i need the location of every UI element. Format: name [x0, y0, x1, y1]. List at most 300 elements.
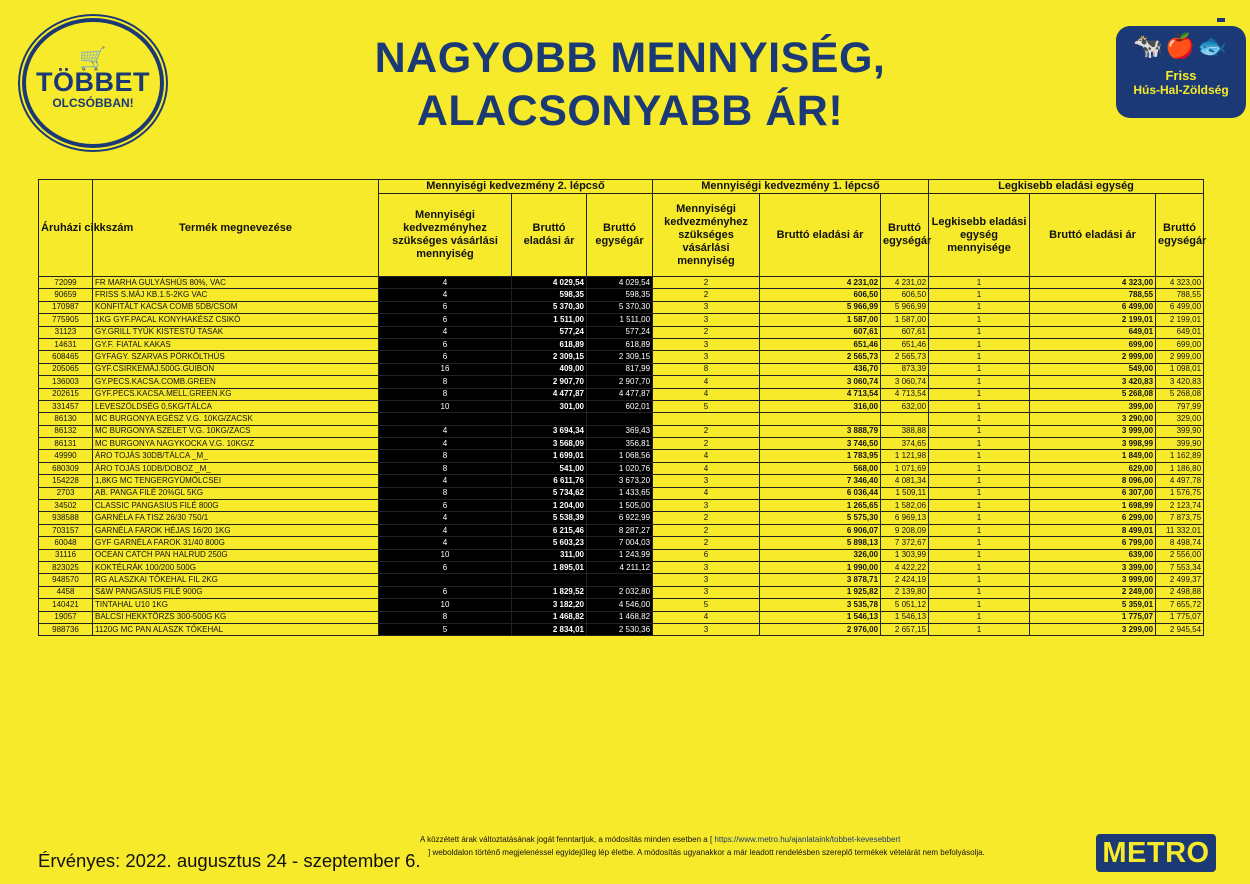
- table-cell: 4 231,02: [760, 277, 881, 289]
- table-cell: 205065: [39, 363, 93, 375]
- table-row: [39, 413, 1204, 425]
- table-cell: 19057: [39, 611, 93, 623]
- table-cell: BALCSI HEKKTÖRZS 300-500G KG: [93, 611, 379, 623]
- table-cell: 1: [929, 487, 1030, 499]
- table-cell: 2 976,00: [760, 623, 881, 635]
- table-cell: 90659: [39, 289, 93, 301]
- table-cell: 72099: [39, 277, 93, 289]
- table-cell: 2 123,74: [1156, 500, 1204, 512]
- table-cell: 607,61: [760, 326, 881, 338]
- table-cell: 2 907,70: [587, 376, 653, 388]
- table-cell: 5 966,99: [760, 301, 881, 313]
- table-cell: 2: [653, 326, 760, 338]
- table-cell: 2 139,80: [881, 586, 929, 598]
- table-cell: 5 603,23: [512, 537, 587, 549]
- table-cell: MC BURGONYA NAGYKOCKA V.G. 10KG/Z: [93, 438, 379, 450]
- corner-mark: [1217, 18, 1225, 22]
- table-cell: 1: [929, 561, 1030, 573]
- table-cell: 797,99: [1156, 400, 1204, 412]
- table-cell: 11 332,01: [1156, 524, 1204, 536]
- table-cell: 606,50: [881, 289, 929, 301]
- table-cell: [512, 574, 587, 586]
- table-cell: 938588: [39, 512, 93, 524]
- table-cell: 2 498,88: [1156, 586, 1204, 598]
- col-header-price0: Bruttó eladási ár: [1030, 194, 1156, 277]
- table-cell: 541,00: [512, 462, 587, 474]
- table-cell: 1: [929, 314, 1030, 326]
- table-cell: 49990: [39, 450, 93, 462]
- table-cell: 4: [379, 524, 512, 536]
- table-cell: 409,00: [512, 363, 587, 375]
- table-row: [39, 438, 1204, 450]
- table-cell: 1 468,82: [587, 611, 653, 623]
- table-cell: 5 575,30: [760, 512, 881, 524]
- table-cell: 1: [929, 376, 1030, 388]
- table-cell: 1120G MC PAN ALASZK TŐKEHAL: [93, 623, 379, 635]
- table-row: [39, 574, 1204, 586]
- table-cell: 5 370,30: [587, 301, 653, 313]
- table-cell: 1 020,76: [587, 462, 653, 474]
- table-row: [39, 363, 1204, 375]
- table-cell: 4: [379, 277, 512, 289]
- table-cell: 86131: [39, 438, 93, 450]
- table-cell: GYFAGY. SZARVAS PÖRKÖLTHÚS: [93, 351, 379, 363]
- table-cell: 7 873,75: [1156, 512, 1204, 524]
- table-row: [39, 351, 1204, 363]
- table-cell: 5 051,12: [881, 599, 929, 611]
- table-cell: 4: [653, 376, 760, 388]
- table-cell: 5: [653, 400, 760, 412]
- table-row: [39, 561, 1204, 573]
- table-cell: 8 096,00: [1030, 475, 1156, 487]
- table-cell: 2 999,00: [1156, 351, 1204, 363]
- table-cell: 5 359,01: [1030, 599, 1156, 611]
- table-cell: 31116: [39, 549, 93, 561]
- group-header-step2: Mennyiségi kedvezmény 2. lépcső: [379, 180, 653, 194]
- metro-logo-text: METRO: [1102, 836, 1210, 869]
- table-cell: 4 211,12: [587, 561, 653, 573]
- table-cell: 10: [379, 400, 512, 412]
- table-cell: 1 433,65: [587, 487, 653, 499]
- table-cell: 6: [379, 314, 512, 326]
- table-cell: 2: [653, 425, 760, 437]
- table-cell: 2 199,01: [1030, 314, 1156, 326]
- table-cell: 1,8KG MC TENGERGYÜMÖLCSEI: [93, 475, 379, 487]
- table-cell: 1 829,52: [512, 586, 587, 598]
- badge-line2: OLCSÓBBAN!: [52, 96, 134, 110]
- table-cell: 3 746,50: [760, 438, 881, 450]
- table-cell: 948570: [39, 574, 93, 586]
- table-cell: 1: [929, 438, 1030, 450]
- table-cell: 4458: [39, 586, 93, 598]
- table-cell: 301,00: [512, 400, 587, 412]
- offer-table: [38, 179, 1207, 636]
- table-cell: 4: [379, 537, 512, 549]
- table-cell: [881, 413, 929, 425]
- table-cell: 4 029,54: [512, 277, 587, 289]
- table-cell: 356,81: [587, 438, 653, 450]
- table-cell: 598,35: [512, 289, 587, 301]
- col-header-price1: Bruttó eladási ár: [760, 194, 881, 277]
- table-cell: 4 477,87: [587, 388, 653, 400]
- table-cell: 3: [653, 351, 760, 363]
- table-cell: 639,00: [1030, 549, 1156, 561]
- table-cell: FRISS S.MÁJ KB.1.5-2KG VAC: [93, 289, 379, 301]
- col-header-unit0: Bruttó egységár: [1156, 194, 1204, 277]
- table-row: [39, 314, 1204, 326]
- table-cell: 1 121,98: [881, 450, 929, 462]
- table-row: [39, 326, 1204, 338]
- table-cell: 3 060,74: [760, 376, 881, 388]
- table-row: [39, 301, 1204, 313]
- headline-line1: NAGYOBB MENNYISÉG,: [374, 34, 886, 82]
- table-cell: 2 530,36: [587, 623, 653, 635]
- table-cell: 988736: [39, 623, 93, 635]
- table-cell: 3 290,00: [1030, 413, 1156, 425]
- table-cell: ÁRO TOJÁS 30DB/TÁLCA _M_: [93, 450, 379, 462]
- table-cell: 608465: [39, 351, 93, 363]
- table-cell: 3 998,99: [1030, 438, 1156, 450]
- table-cell: 6: [379, 301, 512, 313]
- table-cell: 2 032,80: [587, 586, 653, 598]
- table-cell: 436,70: [760, 363, 881, 375]
- table-cell: GY.PECS.KACSA.COMB.GREEN: [93, 376, 379, 388]
- table-row: [39, 388, 1204, 400]
- table-cell: 651,46: [881, 338, 929, 350]
- table-row: [39, 289, 1204, 301]
- table-cell: 1 699,01: [512, 450, 587, 462]
- table-cell: 1: [929, 400, 1030, 412]
- table-cell: 2 565,73: [760, 351, 881, 363]
- table-cell: 2 945,54: [1156, 623, 1204, 635]
- footer-note-line2: ] weboldalon történő megjelenéssel egyidejűleg lép életbe. A módosítás ugyanakkor a már leadott rendelésben szereplő termékek vételárát nem befolyásolja.: [428, 848, 985, 857]
- table-cell: GYF.CSIRKEMÁJ.500G.GUIBON: [93, 363, 379, 375]
- table-cell: OCEAN CATCH PAN HALRUD 250G: [93, 549, 379, 561]
- table-cell: 1: [929, 351, 1030, 363]
- table-cell: 202615: [39, 388, 93, 400]
- table-cell: 2: [653, 438, 760, 450]
- table-cell: 3: [653, 475, 760, 487]
- table-cell: 1: [929, 462, 1030, 474]
- table-cell: CLASSIC PANGASIUS FILÉ 800G: [93, 500, 379, 512]
- table-cell: 1 098,01: [1156, 363, 1204, 375]
- table-cell: 598,35: [587, 289, 653, 301]
- table-cell: 4: [379, 289, 512, 301]
- table-row: [39, 277, 1204, 289]
- table-cell: 369,43: [587, 425, 653, 437]
- table-cell: 632,00: [881, 400, 929, 412]
- table-cell: 7 372,67: [881, 537, 929, 549]
- table-cell: GARNÉLA FA TISZ 26/30 750/1: [93, 512, 379, 524]
- table-cell: 5: [653, 599, 760, 611]
- table-cell: 3: [653, 586, 760, 598]
- table-cell: 703157: [39, 524, 93, 536]
- table-cell: 649,01: [1030, 326, 1156, 338]
- table-row: [39, 462, 1204, 474]
- table-cell: 606,50: [760, 289, 881, 301]
- table-cell: 1: [929, 574, 1030, 586]
- friss-line2: Hús-Hal-Zöldség: [1133, 83, 1229, 97]
- table-cell: GYF.PECS.KACSA.MELL.GREEN.KG: [93, 388, 379, 400]
- table-cell: 140421: [39, 599, 93, 611]
- table-cell: 8: [379, 611, 512, 623]
- table-cell: 1 068,56: [587, 450, 653, 462]
- table-cell: 5 966,99: [881, 301, 929, 313]
- table-cell: 1 925,82: [760, 586, 881, 598]
- table-cell: 4: [653, 611, 760, 623]
- table-cell: 4 323,00: [1030, 277, 1156, 289]
- table-cell: 8 287,27: [587, 524, 653, 536]
- table-cell: 6: [379, 338, 512, 350]
- table-cell: 3: [653, 623, 760, 635]
- col-header-unit1: Bruttó egységár: [881, 194, 929, 277]
- table-cell: 2 424,19: [881, 574, 929, 586]
- table-cell: GY.GRILL TYÚK KISTESTŰ TASAK: [93, 326, 379, 338]
- table-cell: 4 477,87: [512, 388, 587, 400]
- table-cell: 3 568,09: [512, 438, 587, 450]
- table-cell: 5 370,30: [512, 301, 587, 313]
- table-cell: 5 268,08: [1156, 388, 1204, 400]
- table-cell: 6 799,00: [1030, 537, 1156, 549]
- table-cell: 1: [929, 301, 1030, 313]
- table-cell: 1 576,75: [1156, 487, 1204, 499]
- table-cell: 1 775,07: [1030, 611, 1156, 623]
- table-cell: GYF GARNÉLA FAROK 31/40 800G: [93, 537, 379, 549]
- table-cell: 1: [929, 363, 1030, 375]
- footer-url-link[interactable]: https://www.metro.hu/ajanlataink/tobbet-kevesebbert: [714, 835, 901, 844]
- table-cell: 3: [653, 574, 760, 586]
- table-cell: 1 546,13: [881, 611, 929, 623]
- headline: [300, 32, 960, 138]
- table-row: [39, 487, 1204, 499]
- group-header-min-unit: Legkisebb eladási egység: [929, 180, 1204, 194]
- table-cell: 3 420,83: [1156, 376, 1204, 388]
- table-cell: 1: [929, 524, 1030, 536]
- table-cell: 6: [653, 549, 760, 561]
- table-cell: 699,00: [1156, 338, 1204, 350]
- table-cell: [653, 413, 760, 425]
- table-cell: 1KG GYF.PACAL KONYHAKÉSZ CSIKÓ: [93, 314, 379, 326]
- table-cell: 6 611,76: [512, 475, 587, 487]
- table-body: [39, 277, 1204, 636]
- table-cell: 311,00: [512, 549, 587, 561]
- table-cell: 618,89: [587, 338, 653, 350]
- table-cell: 6 215,46: [512, 524, 587, 536]
- table-cell: 1 162,89: [1156, 450, 1204, 462]
- table-cell: 6: [379, 500, 512, 512]
- table-cell: 2: [653, 277, 760, 289]
- table-cell: 1: [929, 611, 1030, 623]
- table-cell: 4: [653, 388, 760, 400]
- table-cell: [512, 413, 587, 425]
- table-cell: 2: [653, 289, 760, 301]
- footer-note: [420, 833, 1070, 859]
- table-row: [39, 425, 1204, 437]
- table-cell: 2 499,37: [1156, 574, 1204, 586]
- table-cell: 4 029,54: [587, 277, 653, 289]
- table-cell: 86132: [39, 425, 93, 437]
- table-cell: 4: [379, 512, 512, 524]
- table-cell: 5 538,39: [512, 512, 587, 524]
- table-cell: 629,00: [1030, 462, 1156, 474]
- table-cell: 6 499,00: [1156, 301, 1204, 313]
- table-cell: [379, 574, 512, 586]
- table-cell: 14631: [39, 338, 93, 350]
- table-cell: 788,55: [1030, 289, 1156, 301]
- meat-fruit-fish-icon: 🐄🍎🐟: [1133, 33, 1229, 60]
- table-row: [39, 512, 1204, 524]
- table-cell: [760, 413, 881, 425]
- table-cell: 3 299,00: [1030, 623, 1156, 635]
- table-cell: 3 888,79: [760, 425, 881, 437]
- table-cell: 3: [653, 561, 760, 573]
- table-cell: 1 895,01: [512, 561, 587, 573]
- table-cell: [379, 413, 512, 425]
- table-cell: 3 182,20: [512, 599, 587, 611]
- table-cell: 6: [379, 561, 512, 573]
- table-cell: 1: [929, 289, 1030, 301]
- table-cell: 2: [653, 524, 760, 536]
- table-cell: 1: [929, 586, 1030, 598]
- table-row: [39, 338, 1204, 350]
- table-cell: 2 834,01: [512, 623, 587, 635]
- metro-logo: [1096, 834, 1216, 872]
- table-cell: [587, 413, 653, 425]
- table-cell: 1 849,00: [1030, 450, 1156, 462]
- table-cell: [587, 574, 653, 586]
- table-cell: 34502: [39, 500, 93, 512]
- table-cell: 5: [379, 623, 512, 635]
- table-cell: 10: [379, 599, 512, 611]
- headline-line2: ALACSONYABB ÁR!: [416, 87, 844, 135]
- table-cell: 6 922,99: [587, 512, 653, 524]
- table-cell: 680309: [39, 462, 93, 474]
- table-cell: 788,55: [1156, 289, 1204, 301]
- table-cell: 3: [653, 338, 760, 350]
- table-cell: 1 071,69: [881, 462, 929, 474]
- table-cell: 823025: [39, 561, 93, 573]
- table-cell: 399,00: [1030, 400, 1156, 412]
- table-cell: 374,65: [881, 438, 929, 450]
- table-cell: 8: [379, 487, 512, 499]
- table-cell: 1 546,13: [760, 611, 881, 623]
- table-cell: 399,90: [1156, 425, 1204, 437]
- table-cell: 699,00: [1030, 338, 1156, 350]
- validity-text: Érvényes: 2022. augusztus 24 - szeptember 6.: [38, 850, 421, 871]
- table-cell: FR MARHA GULYÁSHÚS 80%, VAC: [93, 277, 379, 289]
- table-cell: 8: [379, 462, 512, 474]
- table-cell: 1: [929, 450, 1030, 462]
- table-cell: 7 655,72: [1156, 599, 1204, 611]
- table-cell: 6 299,00: [1030, 512, 1156, 524]
- table-cell: 329,00: [1156, 413, 1204, 425]
- table-cell: 4 422,22: [881, 561, 929, 573]
- table-cell: 4 323,00: [1156, 277, 1204, 289]
- table-cell: 2 565,73: [881, 351, 929, 363]
- table-cell: 651,46: [760, 338, 881, 350]
- table-cell: 775905: [39, 314, 93, 326]
- table-cell: 873,39: [881, 363, 929, 375]
- table-row: [39, 475, 1204, 487]
- table-cell: 649,01: [1156, 326, 1204, 338]
- table-cell: 7 004,03: [587, 537, 653, 549]
- table-cell: 4: [653, 487, 760, 499]
- table-cell: 4 546,00: [587, 599, 653, 611]
- table-cell: 2703: [39, 487, 93, 499]
- table-cell: 2 657,15: [881, 623, 929, 635]
- table-cell: MC BURGONYA EGÉSZ V.G. 10KG/ZACSK: [93, 413, 379, 425]
- table-cell: 3: [653, 500, 760, 512]
- table-cell: 1 509,11: [881, 487, 929, 499]
- table-cell: 1 243,99: [587, 549, 653, 561]
- table-cell: 2 199,01: [1156, 314, 1204, 326]
- table-cell: 1: [929, 500, 1030, 512]
- table-cell: 1 511,00: [512, 314, 587, 326]
- table-cell: 86130: [39, 413, 93, 425]
- table-cell: 4: [379, 475, 512, 487]
- table-cell: 3 999,00: [1030, 574, 1156, 586]
- table-cell: 316,00: [760, 400, 881, 412]
- table-cell: 1 990,00: [760, 561, 881, 573]
- table-cell: 326,00: [760, 549, 881, 561]
- table-cell: 7 553,34: [1156, 561, 1204, 573]
- table-cell: 8 499,01: [1030, 524, 1156, 536]
- table-cell: 2: [653, 512, 760, 524]
- table-cell: 4: [379, 438, 512, 450]
- table-cell: 602,01: [587, 400, 653, 412]
- table-cell: GY.F. FIATAL KAKAS: [93, 338, 379, 350]
- table-cell: 2: [653, 537, 760, 549]
- table-cell: 1: [929, 599, 1030, 611]
- table-cell: 4 713,54: [760, 388, 881, 400]
- table-cell: 1 587,00: [881, 314, 929, 326]
- table-cell: 331457: [39, 400, 93, 412]
- table-cell: 607,61: [881, 326, 929, 338]
- table-cell: ÁRO TOJÁS 10DB/DOBOZ _M_: [93, 462, 379, 474]
- table-cell: 3: [653, 314, 760, 326]
- table-cell: 2 309,15: [512, 351, 587, 363]
- table-cell: 154228: [39, 475, 93, 487]
- table-cell: 3 694,34: [512, 425, 587, 437]
- table-row: [39, 586, 1204, 598]
- table-cell: 4 713,54: [881, 388, 929, 400]
- table-cell: 577,24: [512, 326, 587, 338]
- table-cell: 1: [929, 277, 1030, 289]
- col-header-unit2: Bruttó egységár: [587, 194, 653, 277]
- table-cell: 1 468,82: [512, 611, 587, 623]
- table-cell: 3 420,83: [1030, 376, 1156, 388]
- friss-hus-hal-zoldseg-logo: [1116, 26, 1246, 118]
- table-cell: GARNÉLA FAROK HÉJAS 16/20 1KG: [93, 524, 379, 536]
- table-cell: 1: [929, 623, 1030, 635]
- table-cell: KOKTÉLRÁK 100/200 500G: [93, 561, 379, 573]
- table-cell: 7 346,40: [760, 475, 881, 487]
- table-cell: 1: [929, 512, 1030, 524]
- table-cell: 5 898,13: [760, 537, 881, 549]
- table-cell: 8: [653, 363, 760, 375]
- table-cell: 3: [653, 301, 760, 313]
- table-cell: 1 582,06: [881, 500, 929, 512]
- table-cell: 2 907,70: [512, 376, 587, 388]
- col-header-price2: Bruttó eladási ár: [512, 194, 587, 277]
- table-cell: 4: [653, 462, 760, 474]
- table-cell: 817,99: [587, 363, 653, 375]
- table-cell: TINTAHAL U10 1KG: [93, 599, 379, 611]
- table-cell: 1 783,95: [760, 450, 881, 462]
- table-cell: 1: [929, 326, 1030, 338]
- table-cell: 6 036,44: [760, 487, 881, 499]
- table-cell: 9 208,09: [881, 524, 929, 536]
